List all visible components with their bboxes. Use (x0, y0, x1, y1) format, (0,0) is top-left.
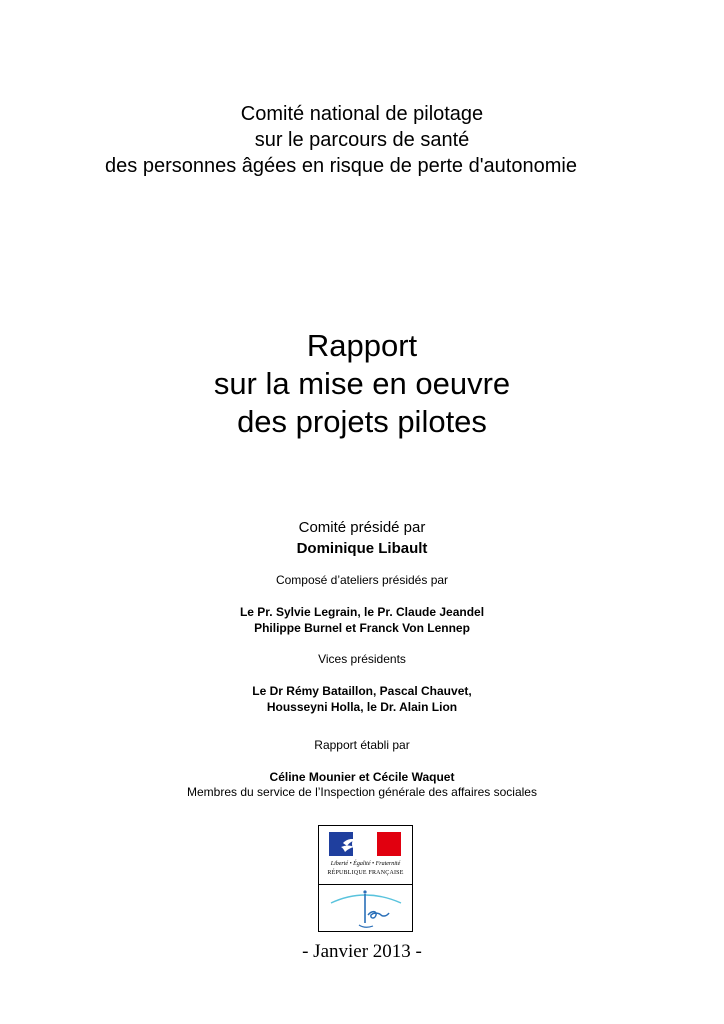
report-title-line-1: Rapport (306, 328, 418, 363)
ateliers-names (0, 604, 724, 636)
igas-logo-icon (319, 885, 412, 933)
vice-names-line-1: Le Dr Rémy Bataillon, Pascal Chauvet, (252, 684, 472, 698)
authors: Céline Mounier et Cécile Waquet (269, 770, 455, 784)
authors-role: Membres du service de l’Inspection générale des affaires sociales (187, 785, 537, 799)
ateliers-label: Composé d’ateliers présidés par (275, 573, 449, 587)
igas-arc (331, 895, 401, 903)
flag-red-band (377, 832, 401, 856)
report-date: - Janvier 2013 - (302, 941, 422, 962)
igas-i-dot (363, 890, 366, 893)
presided-label: Comité présidé par (298, 519, 426, 536)
igas-script (368, 912, 389, 918)
republique-francaise-text: RÉPUBLIQUE FRANÇAISE (327, 870, 404, 876)
committee-heading (0, 101, 724, 179)
motto-text: Liberté • Égalité • Fraternité (330, 861, 401, 867)
report-title-line-3: des projets pilotes (237, 404, 487, 439)
republique-francaise-igas-logo (318, 825, 413, 932)
vice-presidents-label: Vices présidents (318, 652, 406, 666)
vice-names-line-2: Housseyni Holla, le Dr. Alain Lion (266, 700, 458, 714)
flag-blue-band (329, 832, 353, 856)
committee-line-1: Comité national de pilotage (240, 103, 484, 125)
ateliers-names-line-2: Philippe Burnel et Franck Von Lennep (254, 621, 470, 635)
ateliers-names-line-1: Le Pr. Sylvie Legrain, le Pr. Claude Jeandel (239, 605, 485, 619)
igas-underline (359, 925, 373, 927)
president-name: Dominique Libault (296, 540, 428, 557)
vice-presidents-names (0, 683, 724, 715)
report-by-label: Rapport établi par (314, 738, 410, 752)
committee-line-2: sur le parcours de santé (254, 129, 470, 151)
report-title (0, 327, 724, 441)
committee-line-3: des personnes âgées en risque de perte d'autonomie (105, 155, 577, 177)
report-title-line-2: sur la mise en oeuvre (213, 366, 511, 401)
